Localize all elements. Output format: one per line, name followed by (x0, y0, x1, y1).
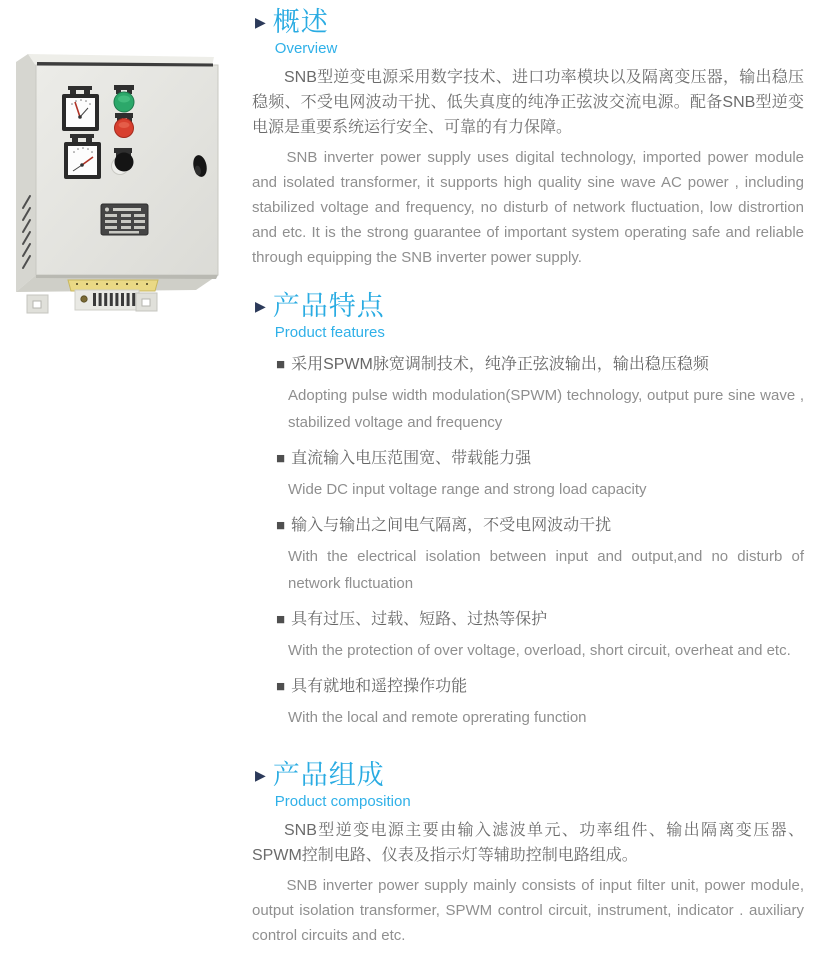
composition-paragraph-en: SNB inverter power supply mainly consists of input filter unit, power module, output isolation transformer, SPWM control circuit, instrument, indicator . auxiliary control circuits and etc. (252, 877, 804, 944)
feature-item (276, 674, 804, 731)
section-arrow-icon: ▶ (255, 298, 266, 314)
feature-item (276, 513, 804, 597)
feature-title (276, 607, 804, 632)
feature-bullet-icon: ■ (276, 450, 286, 467)
content-column (252, 0, 804, 948)
feature-title-zh: 具有过压、过载、短路、过热等保护 (291, 611, 548, 628)
feature-bullet-icon: ■ (276, 611, 286, 628)
section-product-features (252, 290, 804, 731)
composition-header (252, 759, 804, 811)
overview-title-zh: 概述 (272, 7, 329, 37)
overview-paragraph-zh: SNB型逆变电源采用数字技术、进口功率模块以及隔离变压器，输出稳压稳频、不受电网波动干扰、低失真度的纯净正弦波交流电源。配备SNB型逆变电源是重要系统运行安全、可靠的有力保障。 (252, 69, 804, 136)
overview-title-en: Overview (274, 40, 338, 57)
product-image-column (0, 0, 252, 979)
product-photo-inverter-cabinet (0, 0, 250, 320)
feature-description-en: Adopting pulse width modulation(SPWM) technology, output pure sine wave , stabilized voltage and frequency (288, 387, 804, 431)
composition-paragraph-zh: SNB型逆变电源主要由输入滤波单元、功率组件、输出隔离变压器、SPWM控制电路、仪表及指示灯等辅助控制电路组成。 (252, 822, 804, 864)
nameplate (101, 204, 148, 235)
green-button-icon (114, 85, 134, 112)
feature-title-zh: 直流输入电压范围宽、带载能力强 (291, 450, 532, 467)
features-header (252, 290, 804, 342)
feature-title-zh: 输入与输出之间电气隔离，不受电网波动干扰 (291, 517, 612, 534)
feature-description-en: Wide DC input voltage range and strong load capacity (288, 481, 647, 498)
section-overview (252, 0, 804, 270)
feature-list (276, 352, 804, 731)
feature-title-zh: 具有就地和遥控操作功能 (291, 678, 468, 695)
red-button-icon (115, 113, 134, 138)
section-arrow-icon: ▶ (255, 767, 266, 783)
feature-title (276, 674, 804, 699)
overview-header (252, 6, 804, 58)
section-arrow-icon: ▶ (255, 14, 266, 30)
feature-title (276, 446, 804, 471)
composition-title-en: Product composition (274, 793, 411, 810)
feature-description-en: With the protection of over voltage, overload, short circuit, overheat and etc. (288, 642, 791, 659)
features-title-zh: 产品特点 (272, 291, 385, 321)
feature-item (276, 607, 804, 664)
feature-title-zh: 采用SPWM脉宽调制技术，纯净正弦波输出，输出稳压稳频 (291, 356, 709, 373)
section-product-composition (252, 759, 804, 948)
feature-item (276, 446, 804, 503)
feature-item (276, 352, 804, 436)
feature-bullet-icon: ■ (276, 356, 286, 373)
feature-bullet-icon: ■ (276, 517, 286, 534)
feature-bullet-icon: ■ (276, 678, 286, 695)
feature-description-en: With the electrical isolation between input and output,and no disturb of network fluctuation (288, 548, 804, 592)
feature-description-en: With the local and remote oprerating function (288, 709, 587, 726)
overview-paragraph-en: SNB inverter power supply uses digital technology, imported power module and isolated transformer, it supports high quality sine wave AC power , including stabilized voltage and frequency, no disturb of network fluctuation, low distrortion and etc. It is the strong guarantee of important system operating safe and reliable through equipping the SNB inverter power supply. (252, 149, 804, 266)
feature-title (276, 513, 804, 538)
features-title-en: Product features (274, 324, 385, 341)
composition-title-zh: 产品组成 (272, 760, 385, 790)
feature-title (276, 352, 804, 377)
